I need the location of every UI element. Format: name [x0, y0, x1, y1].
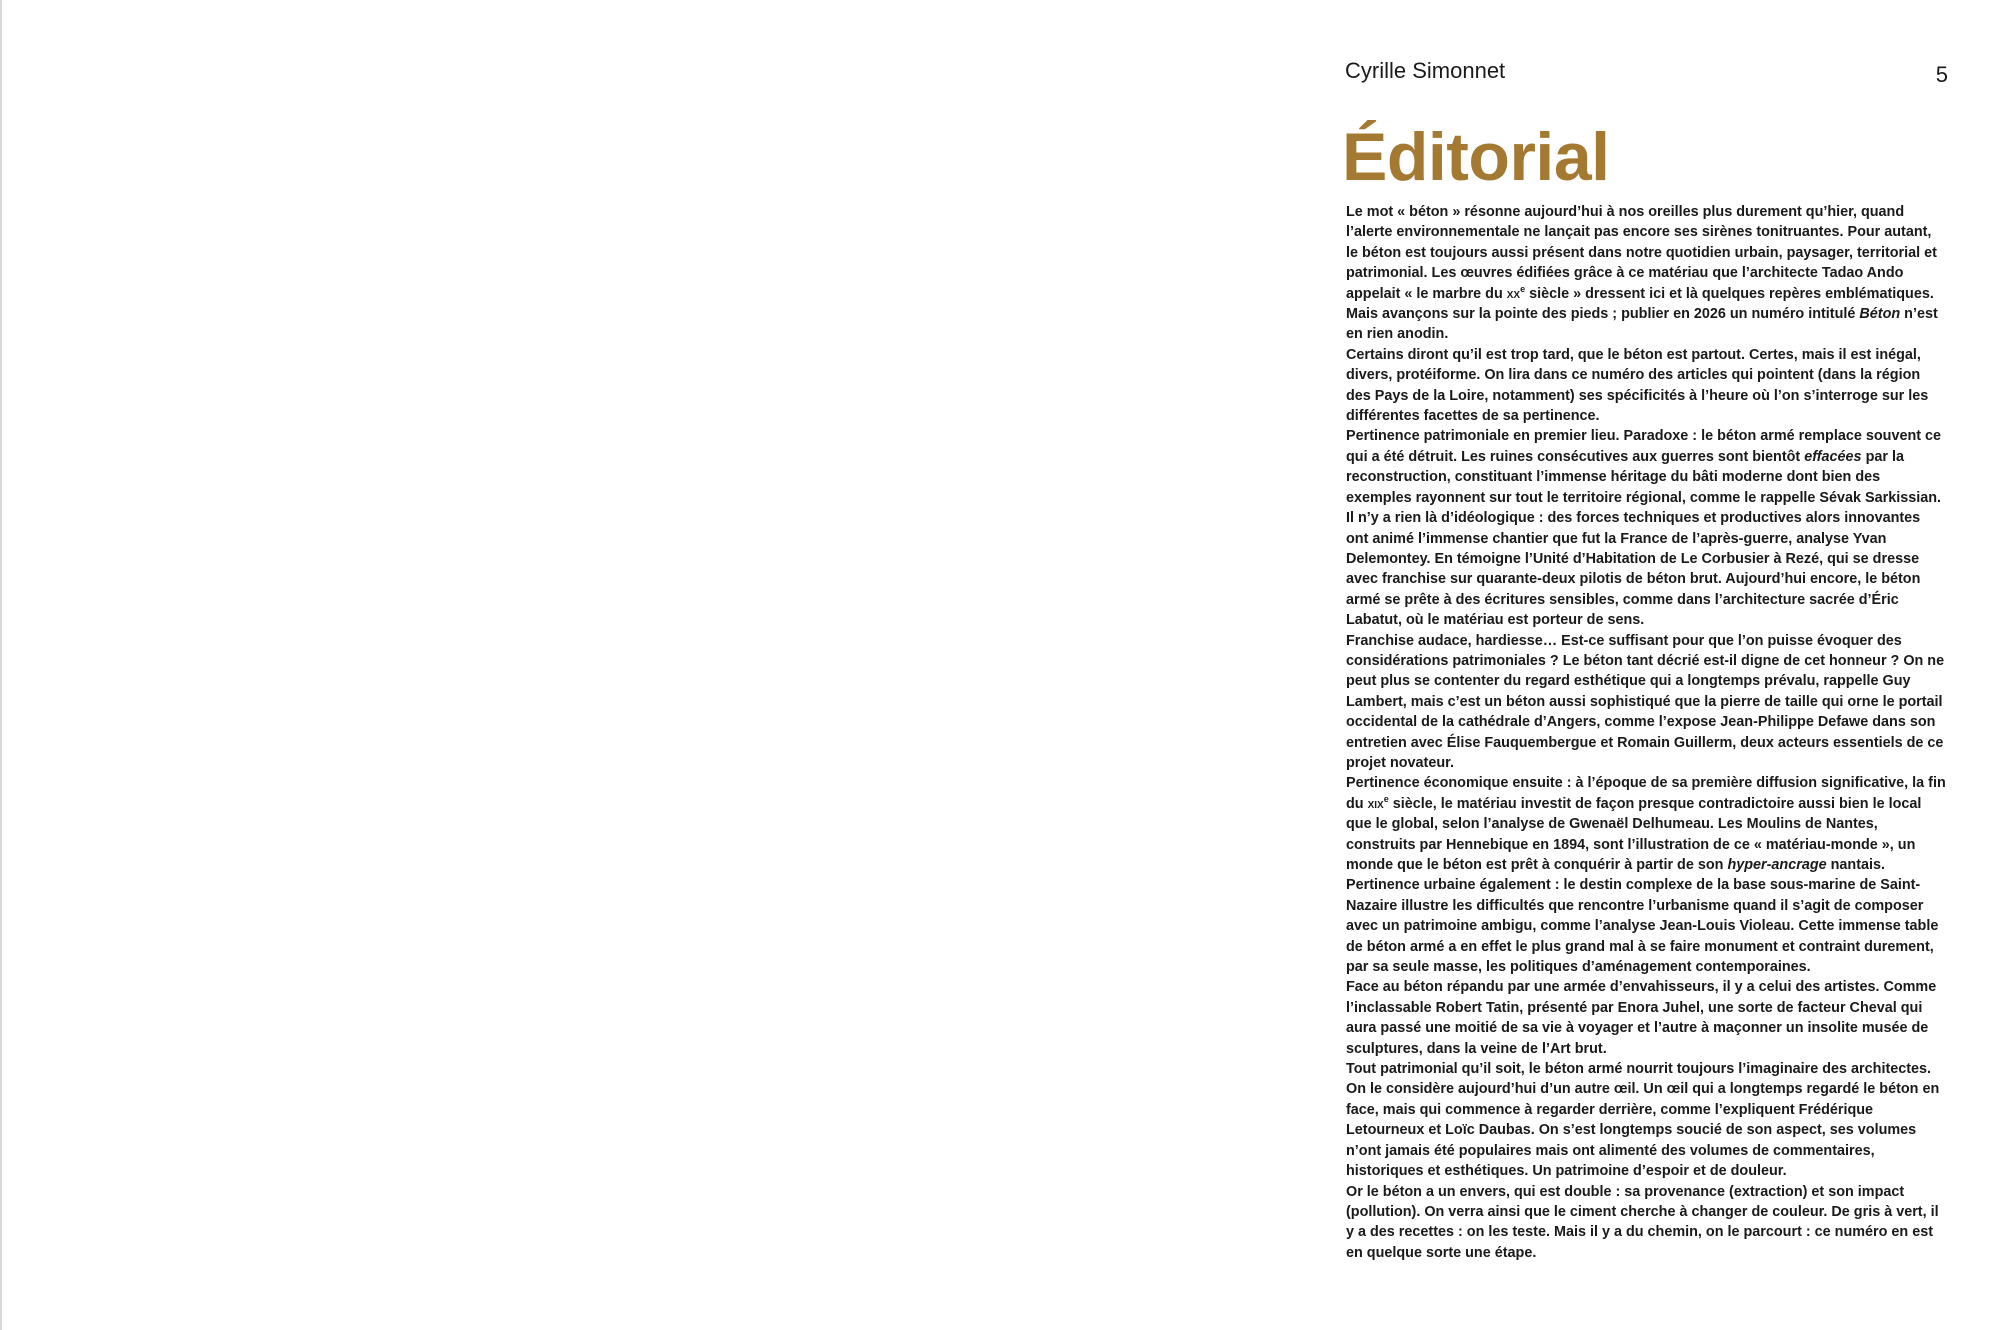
text-run: Certains diront qu’il est trop tard, que le béton est partout. Certes, mais il est inégal, divers, protéiforme. On lira dans ce numéro des articles qui pointent (dans la région des Pays de la Loire, notamment) ses spécificités à l’heure où l’on s’interroge sur les différentes facettes de sa pertinence.	[1346, 346, 1929, 425]
text-run: siècle » dressent ici et là quelques repères emblématiques. Mais avançons sur la pointe des pieds ; publier en 2026 un numéro intitulé	[1346, 285, 1934, 323]
text-run: Face au béton répandu par une armée d’envahisseurs, il y a celui des artistes. Comme l’inclassable Robert Tatin, présenté par Enora Juhel, une sorte de facteur Cheval qui aura passé une moitié de sa vie à voyager et l’autre à maçonner un insolite musée de sculptures, dans la veine de l’Art brut.	[1346, 979, 1937, 1057]
text-run: siècle, le matériau investit de façon presque contradictoire aussi bien le local que le global, selon l’analyse de Gwenaël Delhumeau. Les Moulins de Nantes, construits par Hennebique en 1894, sont l’illustration de ce « matériau-monde », un monde que le béton est prêt à conquérir à partir de son	[1346, 795, 1922, 873]
page-title: Éditorial	[1342, 119, 1610, 195]
text-run: par la reconstruction, constituant l’immense héritage du bâti moderne dont bien des exemples rayonnent sur tout le territoire régional, comme le rappelle Sévak Sarkissian. Il n’y a rien là d’idéologique : des forces techniques et productives alors innovantes ont animé l’immense chantier que fut la France de l’après-guerre, analyse Yvan Delemontey. En témoigne l’Unité d’Habitation de Le Corbusier à Rezé, qui se dresse avec franchise sur quarante-deux pilotis de béton brut. Aujourd’hui encore, le béton armé se prête à des écritures sensibles, comme dans l’architecture sacrée d’Éric Labatut, où le matériau est porteur de sens.	[1346, 448, 1942, 629]
text-run: Franchise audace, hardiesse… Est-ce suffisant pour que l’on puisse évoquer des considérations patrimoniales ? Le béton tant décrié est-il digne de cet honneur ? On ne peut plus se contenter du regard esthétique qui a longtemps prévalu, rappelle Guy Lambert, mais c’est un béton aussi sophistiqué que la pierre de taille qui orne le portail occidental de la cathédrale d’Angers, comme l’expose Jean-Philippe Defawe dans son entretien avec Élise Fauquembergue et Romain Guillerm, deux acteurs essentiels de ce projet novateur.	[1346, 632, 1945, 771]
text-run: e	[1520, 283, 1526, 294]
text-run: Pertinence économique ensuite : à l’époque de sa première diffusion significative, la fin du	[1346, 775, 1946, 812]
editorial-paragraph	[1346, 202, 1946, 345]
editorial-paragraph	[1346, 875, 1946, 977]
editorial-paragraph	[1346, 345, 1946, 427]
text-run: n’est en rien anodin.	[1346, 306, 1938, 343]
editorial-paragraph	[1346, 1182, 1946, 1264]
text-run: Pertinence urbaine également : le destin complexe de la base sous-marine de Saint-Nazaire illustre les difficultés que rencontre l’urbanisme quand il s’agit de composer avec un patrimoine ambigu, comme l’analyse Jean-Louis Violeau. Cette immense table de béton armé a en effet le plus grand mal à se faire monument et contraint durement, par sa seule masse, les politiques d’aménagement contemporaines.	[1346, 877, 1939, 976]
editorial-paragraph	[1346, 426, 1946, 630]
text-run: nantais.	[1826, 857, 1886, 873]
editorial-paragraph	[1346, 977, 1946, 1059]
text-run: xx	[1506, 285, 1521, 302]
text-run: Pertinence patrimoniale en premier lieu. Paradoxe : le béton armé remplace souvent ce qui a été détruit. Les ruines consécutives aux guerres sont bientôt	[1346, 428, 1942, 465]
text-run: effacées	[1804, 448, 1862, 465]
editorial-body	[1346, 202, 1946, 1263]
text-run: hyper-ancrage	[1727, 857, 1827, 873]
text-run: Tout patrimonial qu’il soit, le béton armé nourrit toujours l’imaginaire des architectes. On le considère aujourd’hui d’un autre œil. Un œil qui a longtemps regardé le béton en face, mais qui commence à regarder derrière, comme l’expliquent Frédérique Letourneux et Loïc Daubas. On s’est longtemps soucié de son aspect, ses volumes n’ont jamais été populaires mais ont alimenté des volumes de commentaires, historiques et esthétiques. Un patrimoine d’espoir et de douleur.	[1346, 1061, 1940, 1180]
text-run: Le mot « béton » résonne aujourd’hui à nos oreilles plus durement qu’hier, quand l’alerte environnementale ne lançait pas encore ses sirènes tonitruantes. Pour autant, le béton est toujours aussi présent dans notre quotidien urbain, paysager, territorial et patrimonial. Les œuvres édifiées grâce à ce matériau que l’architecte Tadao Ando appelait « le marbre du	[1346, 204, 1937, 302]
text-run: e	[1383, 793, 1389, 804]
text-run: Béton	[1859, 306, 1901, 323]
editorial-paragraph	[1346, 773, 1946, 875]
editorial-paragraph	[1346, 1059, 1946, 1181]
author-name: Cyrille Simonnet	[1345, 58, 1506, 83]
text-run: Or le béton a un envers, qui est double : sa provenance (extraction) et son impact (pollution). On verra ainsi que le ciment cherche à changer de couleur. De gris à vert, il y a des recettes : on les teste. Mais il y a du chemin, on le parcourt : ce numéro en est en quelque sorte une étape.	[1346, 1183, 1939, 1261]
page-edge	[0, 0, 2, 1330]
page-number: 5	[1935, 62, 1948, 87]
text-run: xix	[1367, 795, 1384, 812]
editorial-paragraph	[1346, 631, 1946, 774]
